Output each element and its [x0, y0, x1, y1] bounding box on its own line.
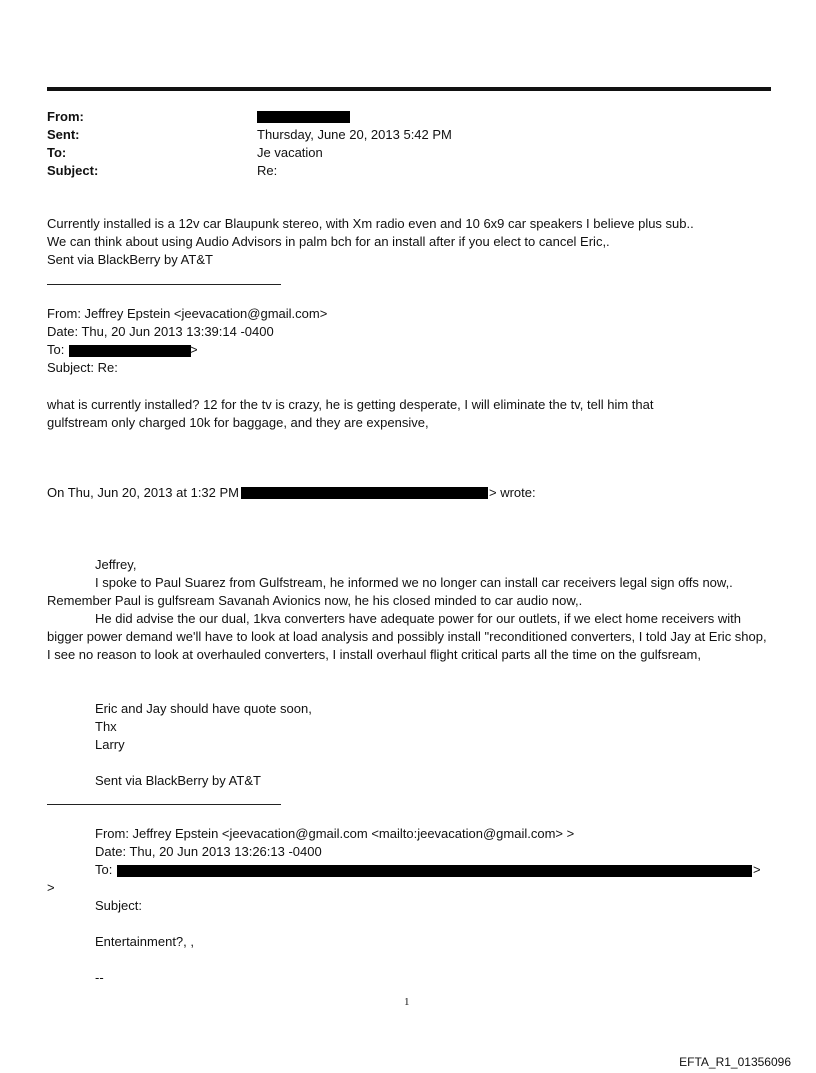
from-label: From: — [47, 109, 84, 124]
header-divider — [47, 87, 771, 91]
reply-line: We can think about using Audio Advisors in palm bch for an install after if you elect to cancel Eric,. — [47, 234, 610, 249]
quoted-date: Date: Thu, 20 Jun 2013 13:39:14 -0400 — [47, 324, 274, 339]
subject-value: Re: — [257, 163, 278, 178]
thanks-line: Thx — [95, 719, 117, 734]
quoted-date: Date: Thu, 20 Jun 2013 13:26:13 -0400 — [95, 844, 322, 859]
message-paragraph: I spoke to Paul Suarez from Gulfstream, he informed we no longer can install car receivers legal sign offs now,. Remember Paul is gulfsream Savanah Avionics now, he his closed minded to car audio now,. — [47, 575, 733, 608]
redaction-sender — [241, 487, 488, 499]
subject-label: Subject: — [47, 163, 99, 178]
quote-divider — [47, 284, 281, 285]
quoted-from: From: Jeffrey Epstein <jeevacation@gmail.com <mailto:jeevacation@gmail.com> > — [95, 826, 575, 841]
wrapped-bracket: > — [47, 880, 55, 895]
page-number: 1 — [404, 996, 410, 1008]
quoted-subject: Subject: Re: — [47, 360, 118, 375]
quoted-from: From: Jeffrey Epstein <jeevacation@gmail.com> — [47, 306, 328, 321]
sent-label: Sent: — [47, 127, 80, 142]
quoted-subject: Subject: — [95, 898, 142, 913]
quoted-to-prefix: To: — [95, 862, 113, 877]
document-id: EFTA_R1_01356096 — [679, 1055, 791, 1069]
quoted-to-suffix: > — [753, 862, 761, 877]
sent-value: Thursday, June 20, 2013 5:42 PM — [257, 127, 452, 142]
redaction-from — [257, 111, 350, 123]
quoted-to-prefix: To: — [47, 342, 65, 357]
greeting: Jeffrey, — [95, 557, 137, 572]
on-wrote-prefix: On Thu, Jun 20, 2013 at 1:32 PM — [47, 485, 239, 500]
to-value: Je vacation — [257, 145, 323, 160]
reply-line: Sent via BlackBerry by AT&T — [47, 252, 213, 267]
quoted-body-line: gulfstream only charged 10k for baggage, and they are expensive, — [47, 415, 429, 430]
message-paragraph: He did advise the our dual, 1kva converters have adequate power for our outlets, if we elect home receivers with bigger power demand we'll have to look at load analysis and possibly install "reconditioned converters, I told Jay at Eric shop, I see no reason to look at overhauled converters, I install overhaul flight critical parts all the time on the gulfsream, — [47, 611, 767, 662]
quoted-body: Entertainment?, , — [95, 934, 194, 949]
signature-separator: -- — [95, 970, 104, 985]
reply-line: Currently installed is a 12v car Blaupunk stereo, with Xm radio even and 10 6x9 car speakers I believe plus sub.. — [47, 216, 694, 231]
quoted-to-suffix: > — [190, 342, 198, 357]
redaction-to — [69, 345, 191, 357]
quote-divider — [47, 804, 281, 805]
redaction-recipients — [117, 865, 752, 877]
signature: Larry — [95, 737, 125, 752]
quoted-body-line: what is currently installed? 12 for the tv is crazy, he is getting desperate, I will eliminate the tv, tell him that — [47, 397, 654, 412]
on-wrote-suffix: > wrote: — [489, 485, 536, 500]
quote-line: Eric and Jay should have quote soon, — [95, 701, 312, 716]
to-label: To: — [47, 145, 67, 160]
sent-via: Sent via BlackBerry by AT&T — [95, 773, 261, 788]
